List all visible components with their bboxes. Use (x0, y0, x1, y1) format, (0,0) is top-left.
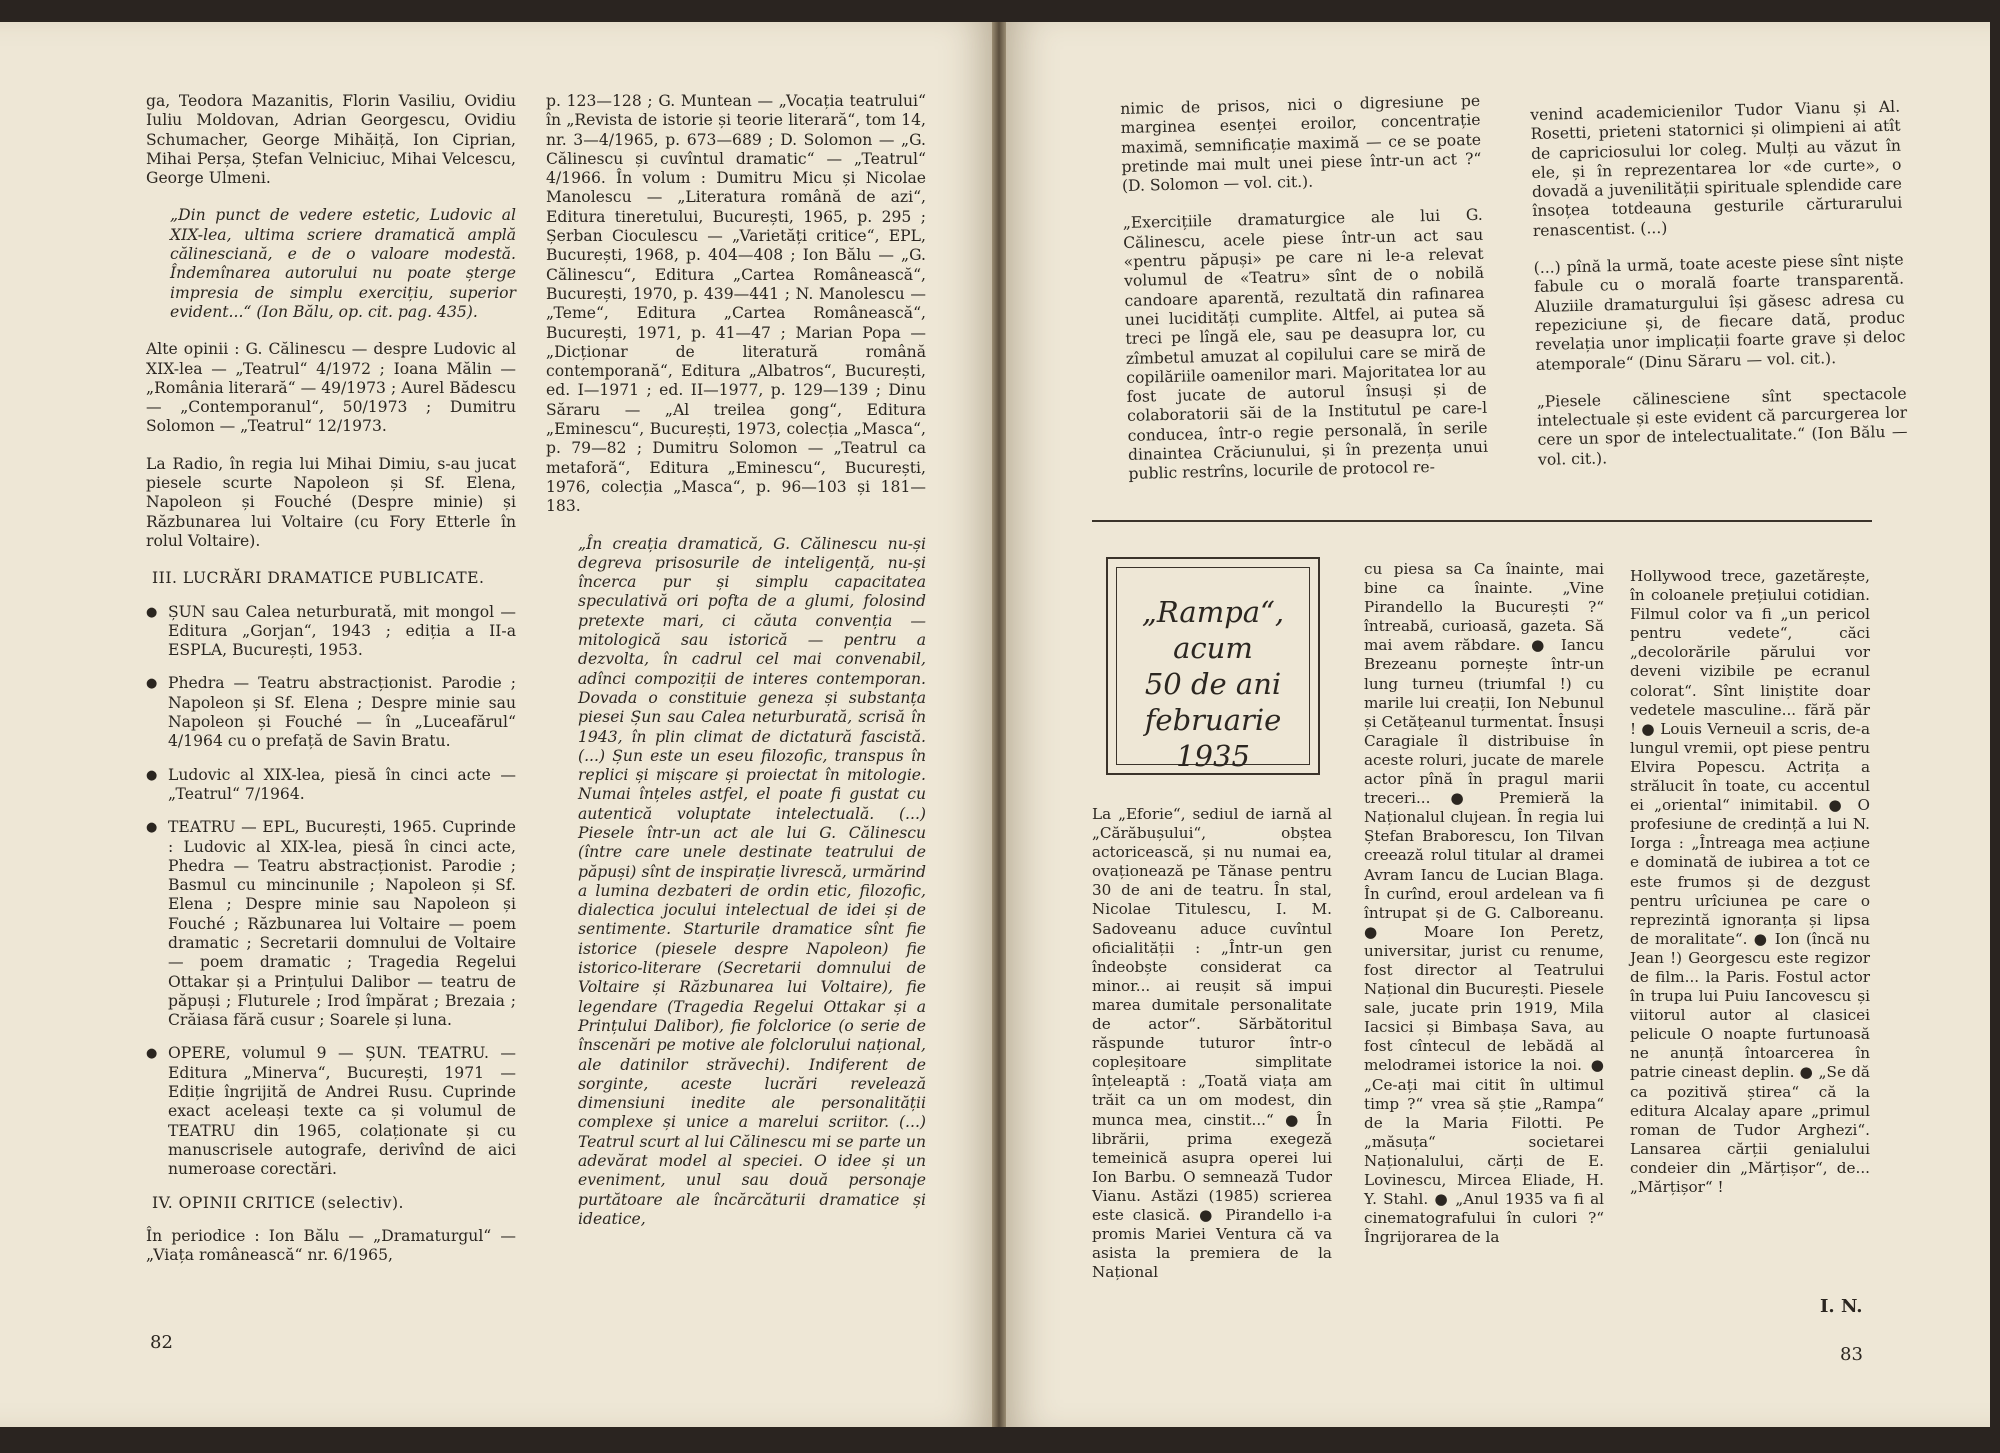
radio-paragraph: La Radio, în regia lui Mihai Dimiu, s-au jucat piesele scurte Napoleon și Sf. Elena, Napoleon și Fouché (Despre minie) și Răzbunarea lui Voltaire (cu Fory Etterle în rolul Voltaire). (146, 454, 516, 550)
rampa-column-3: Hollywood trece, gazetărește, în coloanele prețiului cotidian. Filmul color va fi „un pericol pentru vedete“, căci „decolorările părului vor deveni vizibile pe ecranul colorat“. Sînt liniștite doar vedetele masculine... fără păr ! ● Louis Verneuil a scris, de-a lungul vremii, opt piese pentru Elvira Popescu. Actrița a strălucit în toate, cu accentul ei „oriental“ inimitabil. ● O profesiune de credință a lui N. Iorga : „Întreaga mea acțiune e dominată de iubirea a tot ce este frumos și de dezgust pentru urîciunea pe care o reprezintă ignoranța și lipsa de moralitate“. ● Ion (încă nu Jean !) Georgescu este regizor de film... la Paris. Fostul actor în trupa lui Puiu Iancovescu și viitorul autor al clasicei pelicule O noapte furtunoasă ne anunță întoarcerea în patrie cineast deplin. ● „Se dă ca pozitivă știrea“ că la editura Alcalay apare „primul roman de Tudor Arghezi“. Lansarea cărții genialului condeier din „Mărțișor“, de... „Mărțișor“ ! (1630, 567, 1870, 1196)
rampa-title-frame (1116, 567, 1310, 773)
page-number-left: 82 (150, 1332, 173, 1353)
bibliography-references: p. 123—128 ; G. Muntean — „Vocația teatrului“ în „Revista de istorie și teorie literară“, tom 14, nr. 3—4/1965, p. 673—689 ; D. Solomon — „G. Călinescu și cuvîntul dramatic“ — „Teatrul“ 4/1966. În volum : Dumitru Micu și Nicolae Manolescu — „Literatura română de azi“, Editura tineretului, București, 1965, p. 295 ; Șerban Cioculescu — „Varietăți critice“, EPL, București, 1968, p. 404—408 ; Ion Bălu — „G. Călinescu“, Editura „Cartea Românească“, București, 1970, p. 439—441 ; N. Manolescu — „Teme“, Editura „Cartea Românească“, București, 1971, p. 41—47 ; Marian Popa — „Dicționar de literatură română contemporană“, Editura „Albatros“, București, ed. I—1971 ; ed. II—1977, p. 129—139 ; Dinu Săraru — „Al treilea gong“, Editura „Eminescu“, București, 1973, colecția „Masca“, p. 79—82 ; Dumitru Solomon — „Teatrul ca metaforă“, Editura „Eminescu“, București, 1976, colecția „Masca“, p. 96—103 și 181—183. (546, 92, 926, 516)
section-divider-rule (1092, 520, 1872, 522)
rampa-title-line: „Rampa“, (1141, 595, 1285, 629)
left-column-1 (146, 92, 516, 1283)
quote-vianu-rosetti: venind academicienilor Tudor Vianu și Al. Rosetti, prieteni statornici și olimpieni ai atît de capriciosului lor coleg. Mulți au văzut în ele, și în reprezentarea lor «de curte», o dovadă a juvenilității spirituale splendide care însoțea totdeauna gesturile cărturarului renascentist. (...) (1530, 97, 1903, 240)
published-item: ● Ludovic al XIX-lea, piesă în cinci acte — „Teatrul“ 7/1964. (146, 766, 516, 805)
published-item: ● TEATRU — EPL, București, 1965. Cuprinde : Ludovic al XIX-lea, piesă în cinci acte, Phedra — Teatru abstracționist. Parodie ; Basmul cu mincinunile ; Napoleon și Sf. Elena ; Despre minie sau Napoleon și Fouché ; Răzbunarea lui Voltaire — poem dramatic ; Secretarii domnului de Voltaire — poem dramatic ; Tragedia Regelui Ottakar și a Prințului Dalibor — teatru de păpuși ; Fluturele ; Irod împărat ; Brezaia ; Crăiasa fără cusur ; Soarele și luna. (146, 818, 516, 1030)
critic-quote-creation: „În creația dramatică, G. Călinescu nu-și degreva prisosurile de inteligență, nu-și încerca pur și simplu capacitatea speculativă ori pofta de a glumi, folosind pretexte mari, ci căuta convenția — mitologică sau istorică — pentru a dezvolta, în cadrul cel mai convenabil, adînci compoziții de interes contemporan. Dovada o constituie geneza și substanța piesei Șun sau Calea neturburată, scrisă în 1943, în plin climat de dictatură fascistă. (...) Șun este un eseu filozofic, transpus în replici și mișcare și proiectat în mitologie. Numai înțeles astfel, el poate fi gustat cu autentică voluptate intelectuală. (...) Piesele într-un act ale lui G. Călinescu (între care unele destinate teatrului de păpuși) sînt de inspirație livrescă, urmărind a lumina dezbateri de ordin etic, filozofic, dialectica jocului intelectual de idei și de sentimente. Starturile dramatice sînt fie istorice (piesele despre Napoleon) fie istorico-literare (Secretarii domnului de Voltaire și Răzbunarea lui Voltaire), fie legendare (Tragedia Regelui Ottakar și a Prințului Dalibor), fie folclorice (o serie de înscenări pe motive ale folclorului național, ale datinilor străvechi). Indiferent de sorginte, aceste lucrări revelează dimensiuni inedite ale personalității complexe și unice a marelui scriitor. (...) Teatrul scurt al lui Călinescu mi se parte un adevărat model al speciei. O idee și un eveniment, unul sau două personaje purtătoare ale încărcăturii dramatice și ideatice, (578, 534, 926, 1228)
right-top-column-2 (1530, 98, 1909, 488)
left-page (0, 22, 992, 1427)
published-item: ● ȘUN sau Calea neturburată, mit mongol — Editura „Gorjan“, 1943 ; ediția a II-a ESPLA, București, 1953. (146, 603, 516, 661)
rampa-title-line: acum (1173, 631, 1253, 665)
quote-sararu: (...) pînă la urmă, toate aceste piese sînt niște fabule cu o morală foarte transparentă. Aluziile dramaturgului își găsesc adresa cu repeziciune și, de fiecare dată, produc revelația unor implicații foarte grave și deloc atemporale“ (Dinu Săraru — vol. cit.). (1533, 250, 1906, 374)
periodicals-paragraph: În periodice : Ion Bălu — „Dramaturgul“ — „Viața românească“ nr. 6/1965, (146, 1226, 516, 1265)
left-column-2 (546, 92, 926, 1247)
right-top-column-1 (1120, 92, 1489, 503)
quote-balu-intellectual: „Piesele călinesciene sînt spectacole intelectuale și este evident că parcurgerea lor cere un spor de intelectualitate.“ (Ion Bălu — vol. cit.). (1536, 384, 1908, 469)
quote-solomon-end: nimic de prisos, nici o digresiune pe marginea esenței eroilor, concentrație maximă, semnificație maximă — ce se poate pretinde mai mult unei piese într-un act ?“ (D. Solomon — vol. cit.). (1120, 91, 1482, 196)
rampa-title-line: februarie (1144, 703, 1282, 737)
published-item: ● Phedra — Teatru abstracționist. Parodie ; Napoleon și Sf. Elena ; Despre minie sau Napoleon și Fouché — în „Luceafărul“ 4/1964 cu o prefață de Savin Bratu. (146, 674, 516, 751)
signature: I. N. (1820, 1296, 1863, 1317)
rampa-column-1: La „Eforie“, sediul de iarnă al „Cărăbușului“, obștea actoricească, și nu numai ea, ovaționează pe Tănase pentru 30 de ani de teatru. În stal, Nicolae Titulescu, I. M. Sadoveanu aduce cuvîntul oficialității : „Într-un gen îndeobște considerat ca minor... ai reușit să impui marea dumitale personalitate de actor“. Sărbătoritul răspunde tuturor într-o copleșitoare simplitate înțeleaptă : „Toată viața am trăit ca un om modest, din munca mea, cinstit...“ ● În librării, prima exegeză temeinică asupra operei lui Ion Barbu. O semnează Tudor Vianu. Astăzi (1985) scrierea este clasică. ● Pirandello i-a promis Mariei Ventura că va asista la premiera de la Național (1092, 805, 1332, 1282)
rampa-column-2: cu piesa sa Ca înainte, mai bine ca înainte. „Vine Pirandello la București ?“ întreabă, curioasă, gazeta. Să mai avem răbdare. ● Iancu Brezeanu pornește într-un lung turneu (triumfal !) cu marile lui creații, Ion Nebunul și Cetățeanul turmentat. Însuși Caragiale îl distribuise în aceste roluri, jucate de marele actor pînă în pragul marii treceri... ● Premieră la Naționalul clujean. În regia lui Ștefan Braborescu, Ion Tilvan creează rolul titular al dramei Avram Iancu de Lucian Blaga. În curînd, eroul ardelean va fi întrupat și de G. Calboreanu. ● Moare Ion Peretz, universitar, jurist cu renume, fost director al Teatrului Național din București. Piesele sale, jucate prin 1919, Mila Iacsici și Bimbașa Sava, au fost cîntecul de lebădă al melodramei istorice la noi. ● „Ce-ați mai citit în ultimul timp ?“ vrea să știe „Rampa“ de la Maria Filotti. Pe „măsuța“ societarei Naționalului, cărți de E. Lovinescu, Mircea Eliade, H. Y. Stahl. ● „Anul 1935 va fi al cinematografului în culori ?“ Îngrijorarea de la (1364, 560, 1604, 1247)
book-gutter (992, 22, 1006, 1427)
rampa-title-line: 50 de ani (1144, 667, 1282, 701)
section-heading-published-works: III. LUCRĂRI DRAMATICE PUBLICATE. (152, 569, 485, 588)
quote-exercises: „Exercițiile dramaturgice ale lui G. Călinescu, acele piese într-un act sau «pentru păpuși» pe care ni le-a relevat volumul de «Teatru» sînt de o nobilă candoare aparentă, rezultată din rafinarea unei lucidități cumplite. Altfel, ai putea să treci pe lîngă ele, sau pe deasupra lor, cu zîmbetul amuzat al copilului care se miră de copilăriile oamenilor mari. Majoritatea lor au fost jucate de autorul însuși și de colaboratorii săi de la Institutul pe care-l conducea, într-o regie personală, în serile dinaintea Crăciunului, și în prezența unui public restrîns, locurile de protocol re- (1122, 206, 1489, 484)
other-opinions-paragraph: Alte opinii : G. Călinescu — despre Ludovic al XIX-lea — „Teatrul“ 4/1972 ; Ioana Mălin — „România literară“ — 49/1973 ; Aurel Bădescu — „Contemporanul“, 50/1973 ; Dumitru Solomon — „Teatrul“ 12/1973. (146, 340, 516, 436)
page-number-right: 83 (1840, 1344, 1863, 1365)
critic-quote-balu: „Din punct de vedere estetic, Ludovic al XIX-lea, ultima scriere dramatică amplă călinesciană, e de o valoare modestă. Îndemînarea autorului nu poate șterge impresia de simplu exercițiu, superior evident...“ (Ion Bălu, op. cit. pag. 435). (170, 206, 516, 321)
credits-paragraph: ga, Teodora Mazanitis, Florin Vasiliu, Ovidiu Iuliu Moldovan, Adrian Georgescu, Ovidiu Schumacher, George Mihăiță, Ion Ciprian, Mihai Perșa, Ștefan Velniciuc, Mihai Velcescu, George Ulmeni. (146, 92, 516, 188)
rampa-title-line: 1935 (1176, 739, 1250, 773)
rampa-title-box (1106, 557, 1320, 775)
published-item: ● OPERE, volumul 9 — ȘUN. TEATRU. — Editura „Minerva“, București, 1971 — Ediție îngrijită de Andrei Rusu. Cuprinde exact aceleași texte ca și volumul de TEATRU din 1965, colaționate și cu manuscrisele autografe, derivînd de aici numeroase corectări. (146, 1044, 516, 1179)
section-heading-critical-opinions: IV. OPINII CRITICE (selectiv). (152, 1193, 404, 1212)
